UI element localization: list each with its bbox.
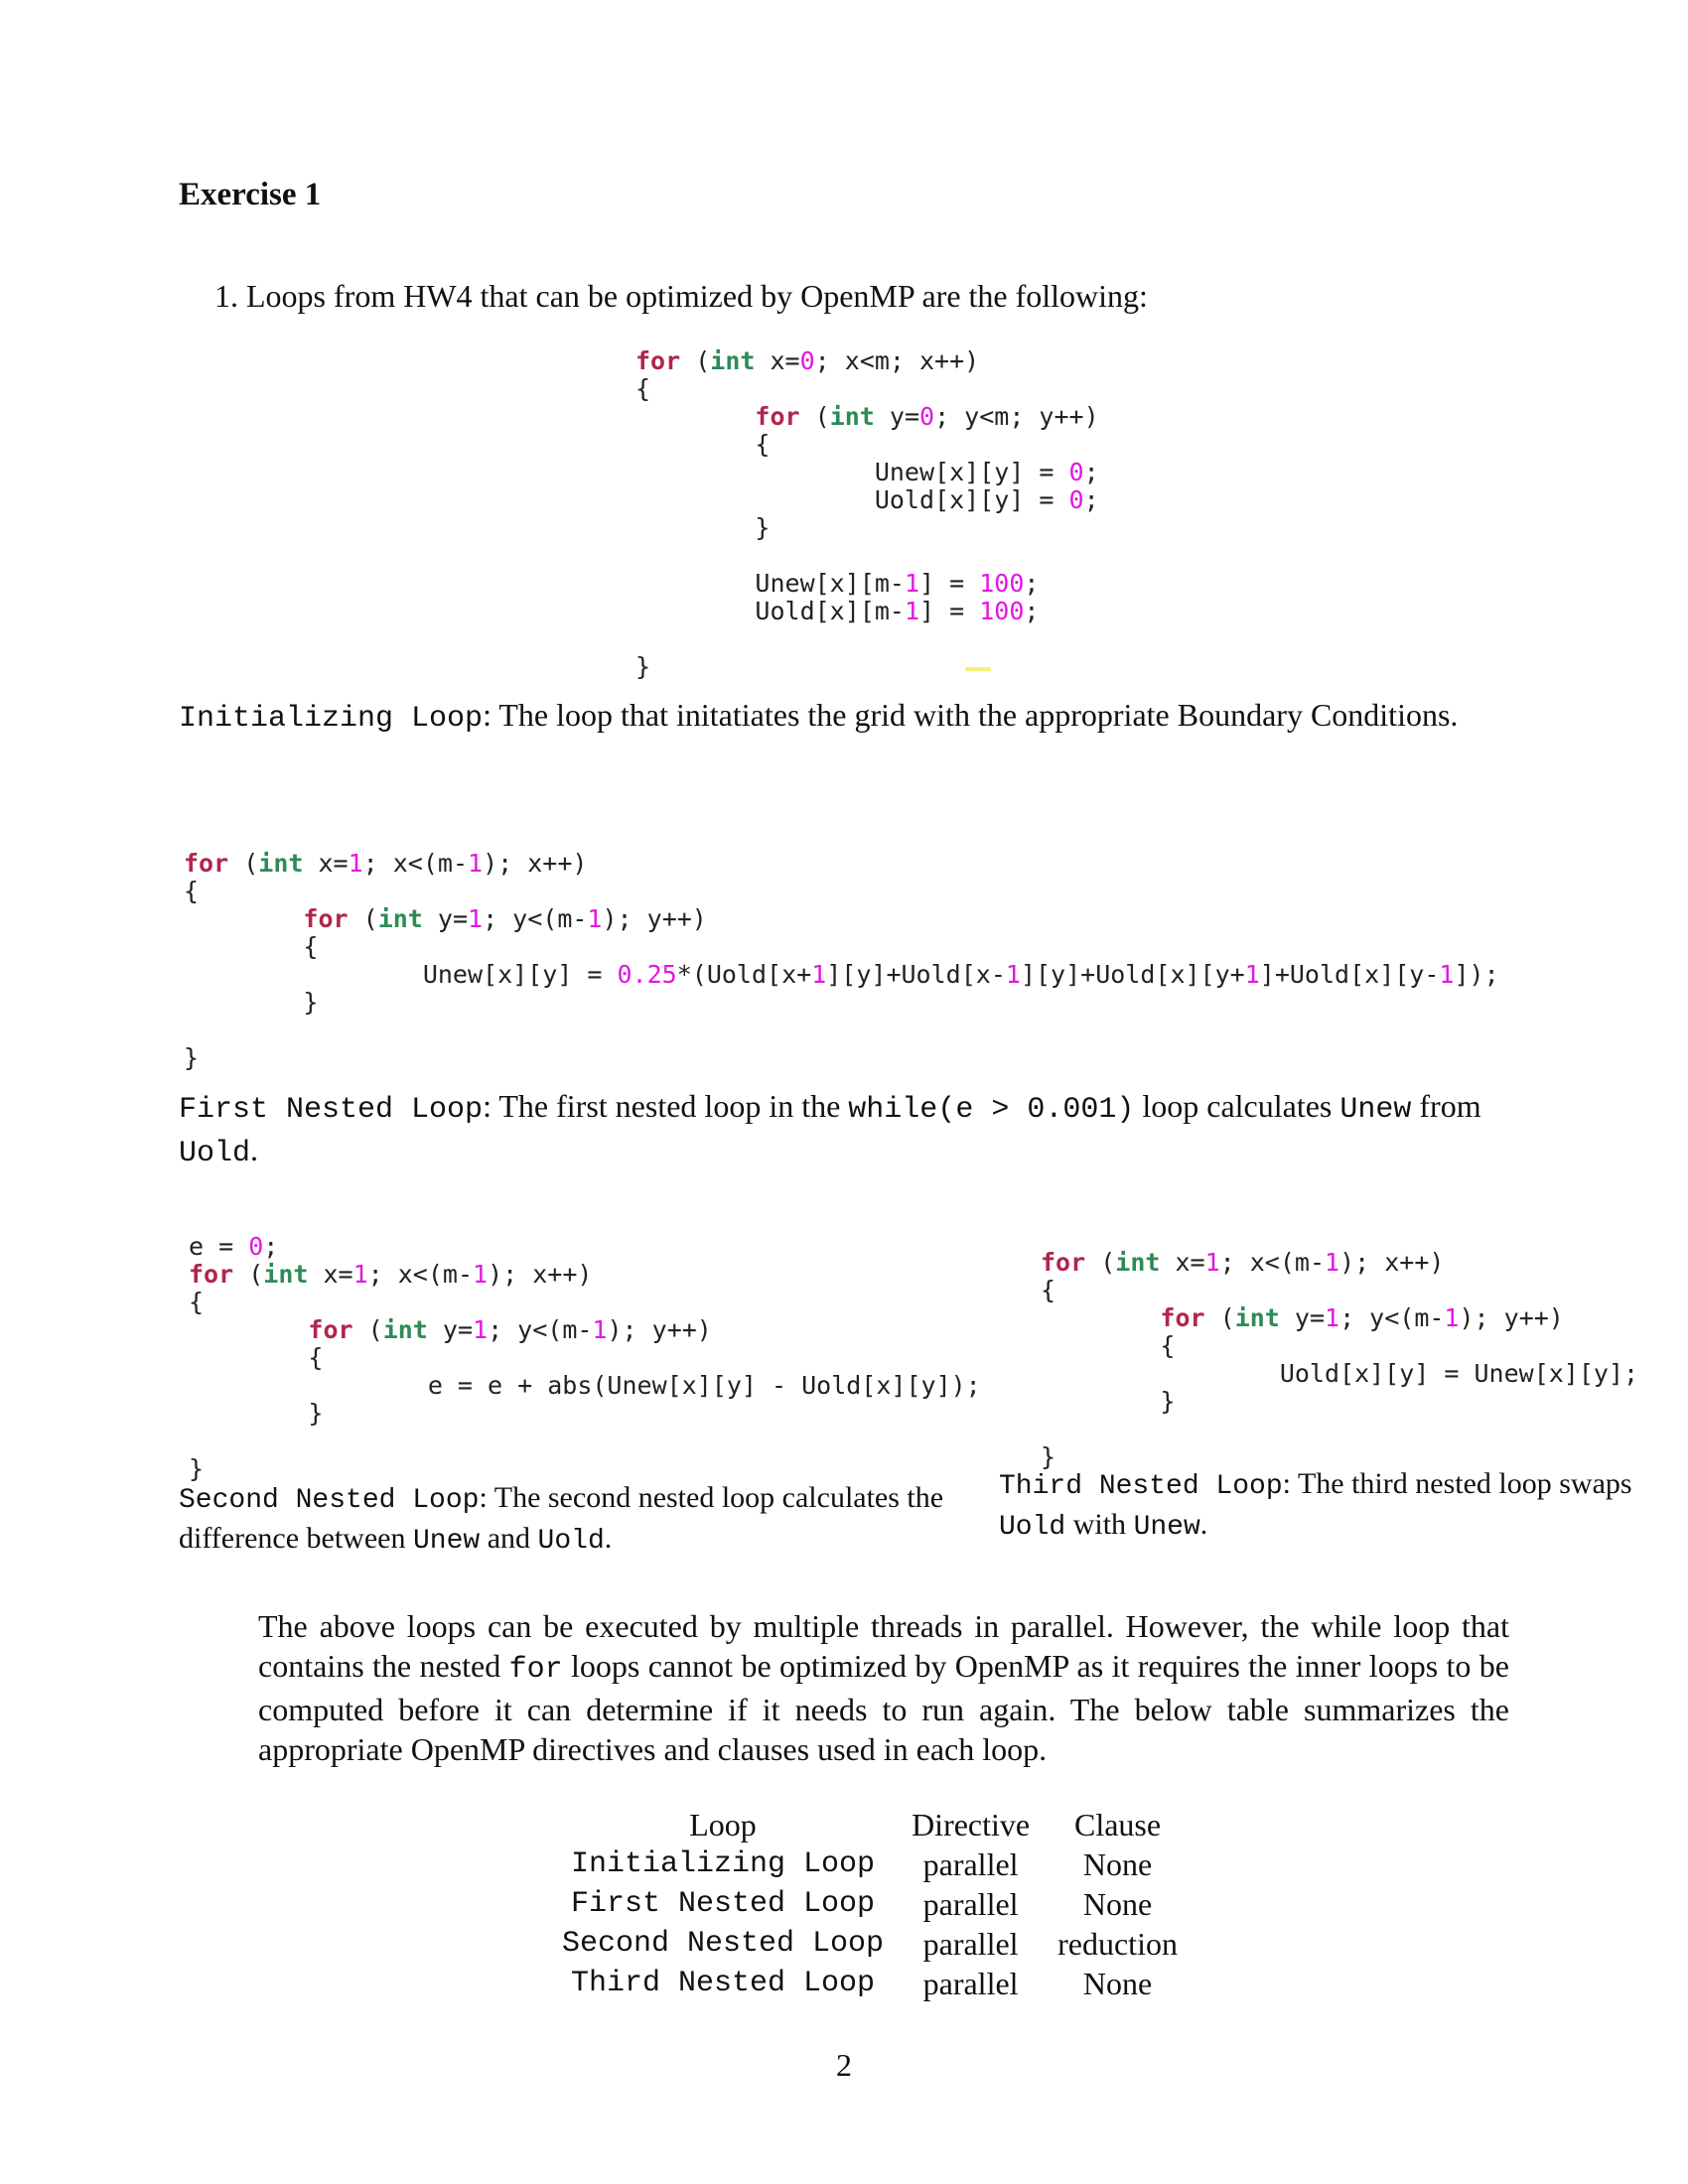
table-cell-loop: Third Nested Loop xyxy=(571,1967,876,2000)
table-row xyxy=(548,1924,1192,1964)
section-text: : The loop that initatiates the grid with the appropriate Boundary Conditions. xyxy=(483,697,1459,733)
section-code-name: Initializing Loop xyxy=(179,702,484,736)
code-initializing-loop: for (int x=0; x<m; x++) { for (int y=0; y<m; y++) { Unew[x][y] = 0; Uold[x][y] = 0; } Unew[x][m-1] = 100; Uold[x][m-1] = 100; } xyxy=(635,346,1099,681)
table-cell-clause: None xyxy=(1082,1885,1153,1922)
table-cell-loop: Initializing Loop xyxy=(571,1847,876,1881)
summary-text: The above loops can be executed by multiple threads in parallel. However, the while loop that contains the nested xyxy=(258,1608,1509,1684)
section-code-name: Third Nested Loop xyxy=(999,1471,1283,1502)
section-text: : The first nested loop in the xyxy=(483,1088,849,1124)
summary-paragraph xyxy=(258,1606,1509,1769)
section-text: . xyxy=(250,1132,259,1167)
section-text: with xyxy=(1065,1508,1134,1541)
table-row xyxy=(548,1844,1192,1884)
table-row xyxy=(548,1964,1192,2003)
table-cell-directive: parallel xyxy=(922,1845,1019,1882)
page-number: 2 xyxy=(836,2047,852,2083)
section-text: and xyxy=(480,1522,538,1555)
summary-text: loops cannot be optimized by OpenMP as it requires the inner loops to be computed before it can determine if it needs to run again. The below table summarizes the appropriate OpenMP directives and clauses used in each loop. xyxy=(258,1648,1510,1767)
table-cell-loop: Second Nested Loop xyxy=(562,1927,885,1961)
table-cell-directive: parallel xyxy=(922,1885,1019,1922)
inline-code: Unew xyxy=(1339,1093,1412,1127)
table-cell-clause: None xyxy=(1082,1845,1153,1882)
section-text: . xyxy=(604,1522,613,1555)
table-cell-directive: parallel xyxy=(922,1925,1019,1962)
table-header-cell: Directive xyxy=(912,1806,1031,1843)
intro-text: Loops from HW4 that can be optimized by OpenMP are the following: xyxy=(246,278,1148,314)
section-text: : The third nested loop swaps xyxy=(1282,1467,1632,1500)
section-text: from xyxy=(1411,1088,1481,1124)
highlight-mark xyxy=(965,667,991,671)
table-cell-clause: reduction xyxy=(1057,1925,1178,1962)
section-code-name: First Nested Loop xyxy=(179,1093,484,1127)
table-header-cell: Clause xyxy=(1073,1806,1162,1843)
table-cell-loop: First Nested Loop xyxy=(571,1887,876,1921)
second-description xyxy=(179,1479,978,1561)
inline-code: Unew xyxy=(412,1526,481,1557)
section-code-name: Second Nested Loop xyxy=(179,1485,480,1516)
initializing-description xyxy=(179,695,1509,739)
inline-code: Uold xyxy=(179,1137,251,1170)
table-row xyxy=(548,1884,1192,1924)
table-cell-directive: parallel xyxy=(922,1965,1019,2001)
section-text: : The second nested loop calculates the difference between xyxy=(179,1481,944,1555)
code-first-nested-loop: for (int x=1; x<(m-1); x++) { for (int y=1; y<(m-1); y++) { Unew[x][y] = 0.25*(Uold[x+1][y]+Uold[x-1][y]+Uold[x][y+1]+Uold[x][y-1]); } } xyxy=(184,849,1499,1072)
table-header-cell: Loop xyxy=(689,1806,757,1843)
inline-code: for xyxy=(508,1653,563,1687)
third-description xyxy=(999,1465,1664,1547)
section-text: . xyxy=(1199,1508,1208,1541)
table-header-row xyxy=(548,1805,1192,1844)
inline-code: while(e > 0.001) xyxy=(848,1093,1135,1127)
inline-code: Uold xyxy=(537,1526,605,1557)
inline-code: Unew xyxy=(1133,1512,1200,1543)
inline-code: Uold xyxy=(999,1512,1066,1543)
first-description xyxy=(179,1086,1509,1173)
table-cell-clause: None xyxy=(1082,1965,1153,2001)
summary-table xyxy=(548,1805,1192,2003)
section-text: loop calculates xyxy=(1134,1088,1340,1124)
intro-item xyxy=(214,276,1148,316)
list-number: 1. xyxy=(214,278,238,314)
exercise-heading: Exercise 1 xyxy=(179,177,322,212)
code-third-nested-loop: for (int x=1; x<(m-1); x++) { for (int y=1; y<(m-1); y++) { Uold[x][y] = Unew[x][y]; } } xyxy=(1041,1248,1639,1471)
code-second-nested-loop: e = 0; for (int x=1; x<(m-1); x++) { for (int y=1; y<(m-1); y++) { e = e + abs(Unew[x][y] - Uold[x][y]); } } xyxy=(189,1232,981,1483)
